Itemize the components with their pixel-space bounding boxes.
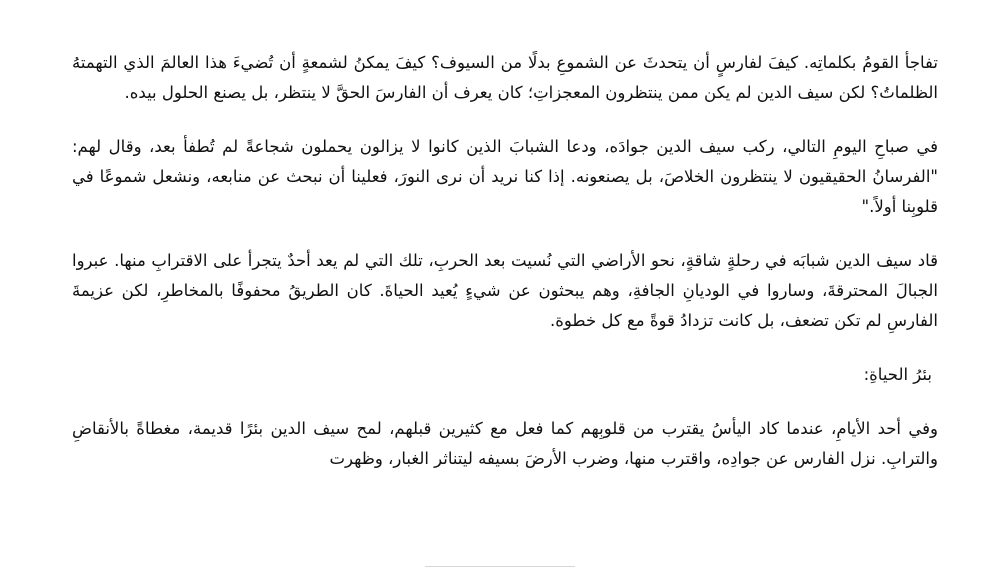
paragraph-1: تفاجأ القومُ بكلماتِه. كيفَ لفارسٍ أن يتحدثَ عن الشموعِ بدلًا من السيوف؟ كيفَ يمكنُ لشمعةٍ أن تُضيءَ هذا العالمَ الذي التهمتهُ الظلماتُ؟ لكن سيف الدين لم يكن ممن ينتظرون المعجزاتِ؛ كان يعرف أن الفارسَ الحقَّ لا ينتظر، بل يصنع الحلول بيده. [72,53,938,102]
paragraph-3: قاد سيف الدين شبابَه في رحلةٍ شاقةٍ، نحو الأراضي التي نُسيت بعد الحربِ، تلك التي لم يعد أحدٌ يتجرأ على الاقترابِ منها. عبروا الجبالَ المحترقةَ، وساروا في الوديانِ الجافةِ، وهم يبحثون عن شيءٍ يُعيد الحياةَ. كان الطريقُ محفوفًا بالمخاطرِ، لكن عزيمةَ الفارسِ لم تكن تضعف، بل كانت تزدادُ قوةً مع كل خطوة. [72,251,938,330]
paragraph-2: في صباحِ اليومِ التالي، ركب سيف الدين جوادَه، ودعا الشبابَ الذين كانوا لا يزالون يحملون شجاعةً لم تُطفأ بعد، وقال لهم: "الفرسانُ الحقيقيون لا ينتظرون الخلاصَ، بل يصنعونه. إذا كنا نريد أن نرى النورَ، فعلينا أن نبحث عن منابعه، ونشعل شموعًا في قلوبِنا أولاً." [72,137,938,216]
page-footer-divider [425,566,575,567]
section-heading: بئرُ الحياةِ: [863,365,932,384]
paragraph-4: وفي أحد الأيامِ، عندما كاد اليأسُ يقترب من قلوبِهم كما فعل مع كثيرين قبلهم، لمح سيف الدين بئرًا قديمة، مغطاةً بالأنقاضِ والترابِ. نزل الفارس عن جوادِه، واقترب منها، وضرب الأرضَ بسيفه ليتناثر الغبار، وظهرت [72,419,938,468]
